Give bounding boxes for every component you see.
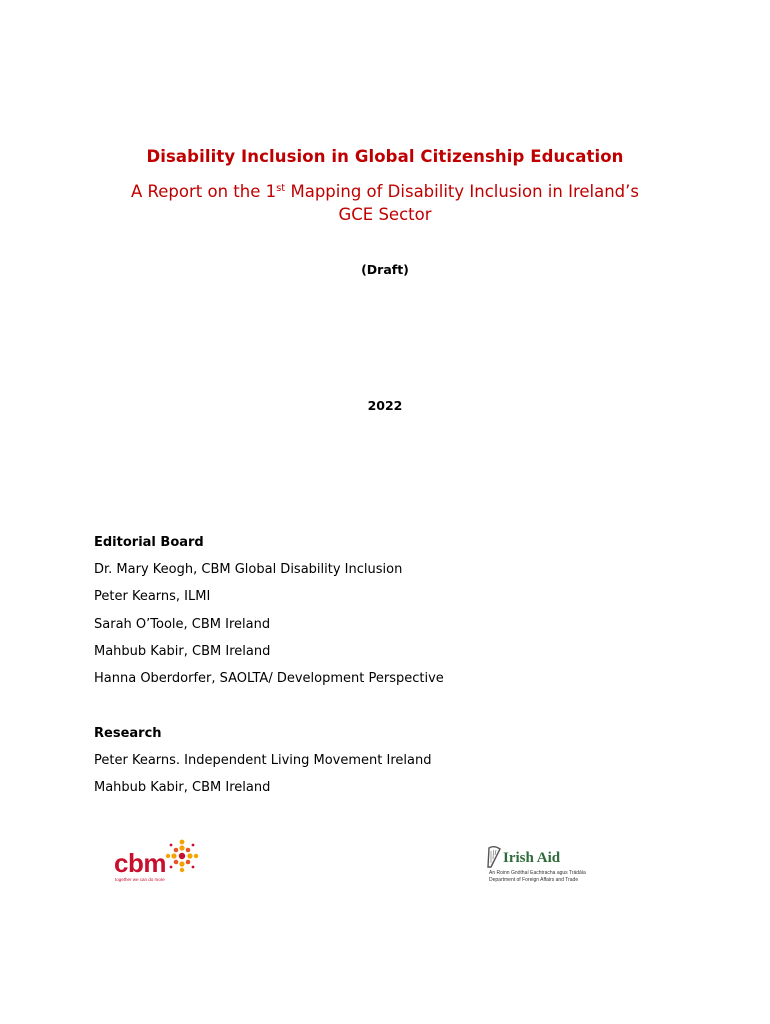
draft-label: (Draft) xyxy=(361,262,409,277)
research-member: Mahbub Kabir, CBM Ireland xyxy=(94,780,271,796)
cbm-tagline: together we can do more xyxy=(115,877,165,882)
editorial-member: Dr. Mary Keogh, CBM Global Disability Inclusion xyxy=(94,562,403,577)
report-subtitle xyxy=(0,180,770,226)
cbm-wordmark: cbm xyxy=(114,848,166,878)
cbm-dot-cross-icon xyxy=(164,838,200,874)
subtitle-prefix: A Report on the 1 xyxy=(131,182,277,201)
editorial-board-heading: Editorial Board xyxy=(94,535,204,550)
irish-aid-line1: An Roinn Gnóthaí Eachtracha agus Trádála xyxy=(489,870,586,876)
irish-aid-line2: Department of Foreign Affairs and Trade xyxy=(489,877,579,883)
editorial-member: Sarah O’Toole, CBM Ireland xyxy=(94,616,271,632)
research-heading: Research xyxy=(94,726,162,741)
editorial-member: Mahbub Kabir, CBM Ireland xyxy=(94,643,271,659)
report-title: Disability Inclusion in Global Citizenship Education xyxy=(146,147,624,166)
cbm-logo xyxy=(112,838,202,888)
subtitle-line2: GCE Sector xyxy=(338,205,432,224)
editorial-member: Hanna Oberdorfer, SAOLTA/ Development Perspective xyxy=(94,671,444,687)
subtitle-suffix: Mapping of Disability Inclusion in Ireland’s xyxy=(285,182,639,201)
editorial-board-section xyxy=(94,534,694,697)
harp-icon xyxy=(486,845,502,869)
irish-aid-wordmark: Irish Aid xyxy=(503,850,561,866)
research-section xyxy=(94,725,694,807)
report-year: 2022 xyxy=(367,398,403,413)
subtitle-superscript: st xyxy=(276,183,286,194)
irish-aid-logo xyxy=(486,845,606,887)
editorial-member: Peter Kearns, ILMI xyxy=(94,589,211,605)
research-member: Peter Kearns. Independent Living Movement Ireland xyxy=(94,753,432,768)
